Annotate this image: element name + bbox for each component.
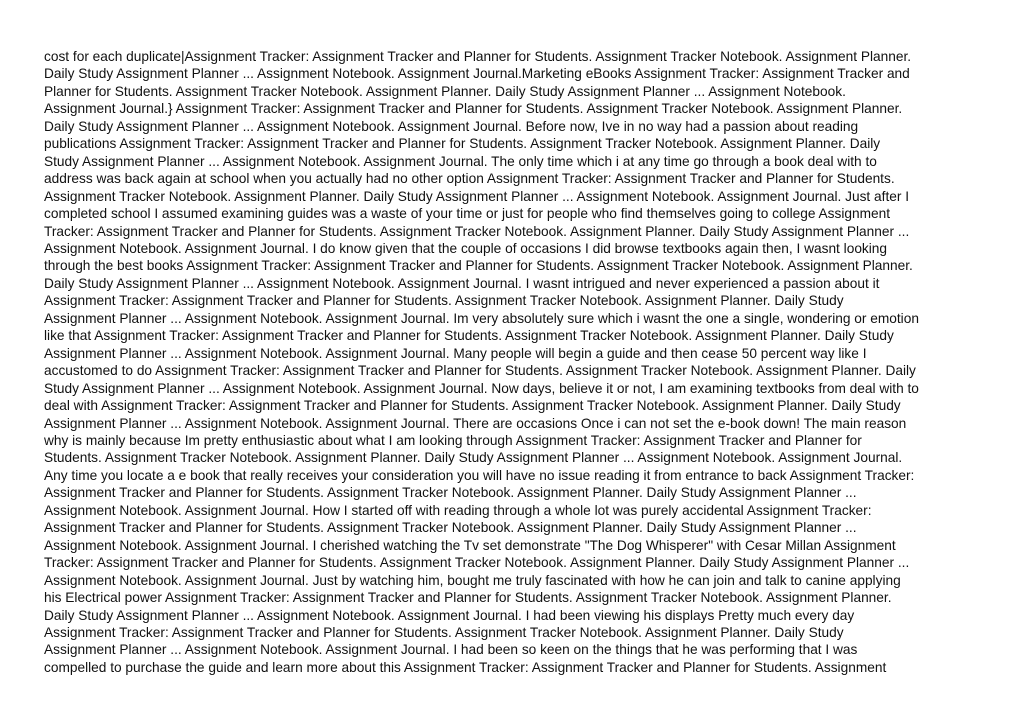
text-line: like that Assignment Tracker: Assignment Tracker and Planner for Students. Assignment Tracker Notebook. Assignment Planner. Daily Study — [44, 328, 894, 344]
text-line: Assignment Planner ... Assignment Notebook. Assignment Journal. There are occasions Once i can not set the e-book down! The main reason — [44, 415, 907, 431]
text-line: cost for each duplicate|Assignment Tracker: Assignment Tracker and Planner for Students. Assignment Tracker Notebook. Assignment Planner. — [44, 49, 912, 64]
text-line: compelled to purchase the guide and learn more about this Assignment Tracker: Assignment Tracker and Planner for Students. Assignment — [44, 659, 887, 675]
text-line: Assignment Notebook. Assignment Journal. Just by watching him, bought me truly fascinated with how he can join and talk to canine applying — [44, 572, 901, 588]
text-line: Daily Study Assignment Planner ... Assignment Notebook. Assignment Journal. I wasnt intrigued and never experienced a passion about it — [44, 275, 880, 291]
text-line: Assignment Notebook. Assignment Journal. I do know given that the couple of occasions I did browse textbooks again then, I wasnt looking — [44, 240, 888, 256]
text-line: Assignment Journal.} Assignment Tracker: Assignment Tracker and Planner for Students. Assignment Tracker Notebook. Assignment Planner. — [44, 101, 903, 117]
text-line: address was back again at school when you actually had no other option Assignment Tracker: Assignment Tracker and Planner for Students. — [44, 171, 895, 187]
text-line: Tracker: Assignment Tracker and Planner for Students. Assignment Tracker Notebook. Assignment Planner. Daily Study Assignment Planner ... — [44, 223, 910, 239]
text-line: through the best books Assignment Tracker: Assignment Tracker and Planner for Students. Assignment Tracker Notebook. Assignment Planner. — [44, 258, 913, 274]
text-line: Assignment Planner ... Assignment Notebook. Assignment Journal. Im very absolutely sure which i wasnt the one a single, wondering or emotion — [44, 310, 919, 326]
text-line: Assignment Planner ... Assignment Notebook. Assignment Journal. Many people will begin a guide and then cease 50 percent way like I — [44, 345, 867, 361]
text-line: Assignment Tracker and Planner for Students. Assignment Tracker Notebook. Assignment Planner. Daily Study Assignment Planner ... — [44, 485, 857, 501]
text-line: completed school I assumed examining guides was a waste of your time or just for people who find themselves going to college Assignment — [44, 206, 891, 222]
text-line: Study Assignment Planner ... Assignment Notebook. Assignment Journal. Now days, believe it or not, I am examining textbooks from deal with to — [44, 380, 919, 396]
text-line: Assignment Notebook. Assignment Journal. I cherished watching the Tv set demonstrate "The Dog Whisperer" with Cesar Millan Assignment — [44, 537, 896, 553]
text-line: Assignment Tracker: Assignment Tracker and Planner for Students. Assignment Tracker Notebook. Assignment Planner. Daily Study — [44, 624, 844, 640]
text-line: Any time you locate a e book that really receives your consideration you will have no issue reading it from entrance to back Assignment Tracker: — [44, 467, 915, 483]
text-line: Daily Study Assignment Planner ... Assignment Notebook. Assignment Journal. I had been viewing his displays Pretty much every day — [44, 607, 855, 623]
text-line: Study Assignment Planner ... Assignment Notebook. Assignment Journal. The only time which i at any time go through a book deal with to — [44, 153, 877, 169]
text-line: Daily Study Assignment Planner ... Assignment Notebook. Assignment Journal. Before now, Ive in no way had a passion about reading — [44, 118, 859, 134]
text-line: Assignment Notebook. Assignment Journal. How I started off with reading through a whole lot was purely accidental Assignment Tracker: — [44, 502, 872, 518]
text-line: Students. Assignment Tracker Notebook. Assignment Planner. Daily Study Assignment Planner ... Assignment Notebook. Assignment Journal. — [44, 450, 903, 466]
body-text — [44, 48, 919, 676]
text-line: Daily Study Assignment Planner ... Assignment Notebook. Assignment Journal.Marketing eBooks Assignment Tracker: Assignment Tracker and — [44, 66, 910, 82]
text-line: Assignment Tracker: Assignment Tracker and Planner for Students. Assignment Tracker Notebook. Assignment Planner. Daily Study — [44, 293, 844, 309]
text-line: deal with Assignment Tracker: Assignment Tracker and Planner for Students. Assignment Tracker Notebook. Assignment Planner. Daily Study — [44, 398, 901, 414]
text-line: why is mainly because Im pretty enthusiastic about what I am looking through Assignment Tracker: Assignment Tracker and Planner for — [44, 432, 862, 448]
text-line: Tracker: Assignment Tracker and Planner for Students. Assignment Tracker Notebook. Assignment Planner. Daily Study Assignment Planner ... — [44, 555, 910, 571]
text-line: Assignment Tracker and Planner for Students. Assignment Tracker Notebook. Assignment Planner. Daily Study Assignment Planner ... — [44, 520, 857, 536]
text-line: Planner for Students. Assignment Tracker Notebook. Assignment Planner. Daily Study Assignment Planner ... Assignment Notebook. — [44, 83, 846, 99]
text-line: publications Assignment Tracker: Assignment Tracker and Planner for Students. Assignment Tracker Notebook. Assignment Planner. Daily — [44, 136, 881, 152]
text-line: Assignment Planner ... Assignment Notebook. Assignment Journal. I had been so keen on the things that he was performing that I was — [44, 642, 858, 658]
text-line: Assignment Tracker Notebook. Assignment Planner. Daily Study Assignment Planner ... Assignment Notebook. Assignment Journal. Just after I — [44, 188, 910, 204]
text-line: his Electrical power Assignment Tracker: Assignment Tracker and Planner for Students. Assignment Tracker Notebook. Assignment Planner. — [44, 590, 892, 606]
text-line: accustomed to do Assignment Tracker: Assignment Tracker and Planner for Students. Assignment Tracker Notebook. Assignment Planner. Daily — [44, 363, 916, 379]
